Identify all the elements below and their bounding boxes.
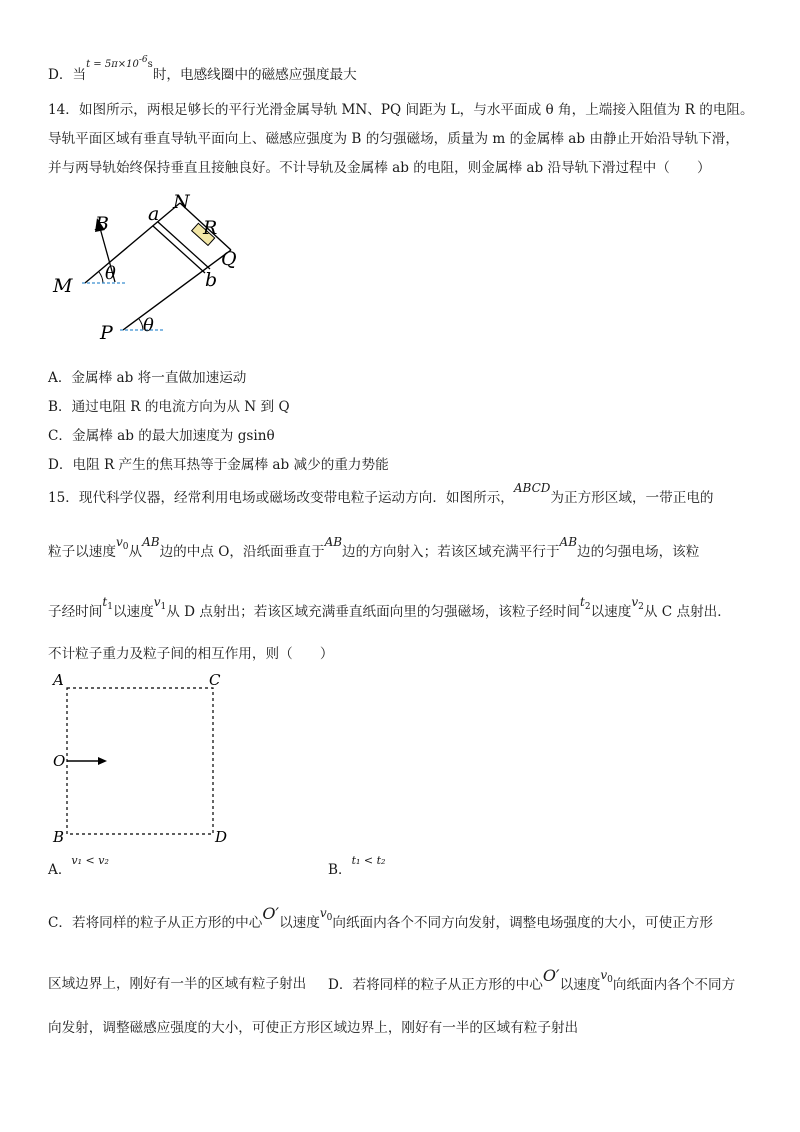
- q14-option-b: B．通过电阻 R 的电流方向为从 N 到 Q: [48, 399, 290, 415]
- label-d: D: [215, 828, 228, 846]
- q14-option-d: D．电阻 R 产生的焦耳热等于金属棒 ab 减少的重力势能: [48, 457, 389, 473]
- q14-rail-figure: [45, 188, 265, 348]
- q15-option-b: B．t₁ < t₂: [328, 854, 386, 878]
- label-theta-p: θ: [143, 315, 154, 336]
- q15-option-d-line2: 向发射，调整磁感应强度的大小，可使正方形区域边界上，刚好有一半的区域有粒子射出: [48, 1020, 579, 1036]
- label-o: O: [53, 752, 66, 770]
- label-r: R: [203, 217, 218, 239]
- q14-option-a: A．金属棒 ab 将一直做加速运动: [48, 370, 247, 386]
- q15-stem-line3: 子经时间$t_1$以速度$v_1$从 D 点射出；若该区域充满垂直纸面向里的匀强磁场，该粒子经时间$t_2$以速度$v_2$从 C 点射出．: [48, 595, 731, 620]
- label-b: B: [53, 828, 65, 846]
- q15-stem-line4: 不计粒子重力及粒子间的相互作用，则（ ）: [48, 646, 334, 662]
- theta-arc-m: [99, 272, 103, 283]
- q15-stem-line1: 15．现代科学仪器，经常利用电场或磁场改变带电粒子运动方向．如图所示，ABCD为正方形区域，一带正电的: [48, 481, 714, 506]
- label-theta-m: θ: [105, 263, 116, 284]
- q14-stem-line2: 导轨平面区域有垂直导轨平面向上、磁感应强度为 B 的匀强磁场，质量为 m 的金属棒 ab 由静止开始沿导轨下滑，: [48, 131, 739, 147]
- q14-option-c: C．金属棒 ab 的最大加速度为 gsinθ: [48, 428, 275, 444]
- label-n: N: [173, 191, 190, 213]
- q14-stem-line3: 并与两导轨始终保持垂直且接触良好。不计导轨及金属棒 ab 的电阻，则金属棒 ab 沿导轨下滑过程中（ ）: [48, 160, 711, 176]
- label-q: Q: [221, 248, 237, 270]
- q15-option-c-line1: C．若将同样的粒子从正方形的中心O′以速度$v_0$向纸面内各个不同方向发射，调整电场强度的大小，可使正方形: [48, 904, 713, 931]
- q15-option-d-line1: D．若将同样的粒子从正方形的中心O′以速度$v_0$向纸面内各个不同方: [328, 966, 736, 993]
- q15-option-c-line2: 区域边界上，刚好有一半的区域有粒子射出: [48, 976, 307, 992]
- label-p: P: [100, 322, 113, 344]
- q15-option-a: A．v₁ < v₂: [48, 854, 109, 878]
- q15-stem-line2: 粒子以速度$v_0$从AB边的中点 O，沿纸面垂直于AB边的方向射入；若该区域充满平行于AB边的匀强电场，该粒: [48, 535, 700, 560]
- label-a: a: [148, 203, 160, 225]
- label-a: A: [53, 671, 64, 689]
- q13-option-d: D．当t = 5π×10-6s时，电感线圈中的磁感应强度最大: [48, 62, 357, 87]
- label-m: M: [53, 275, 73, 297]
- q14-stem-line1: 14．如图所示，两根足够长的平行光滑金属导轨 MN、PQ 间距为 L，与水平面成 θ 角，上端接入阻值为 R 的电阻。: [48, 102, 754, 118]
- q13-formula: t = 5π×10-6s: [86, 55, 153, 70]
- velocity-arrow-head: [98, 757, 107, 765]
- label-b-end: b: [205, 269, 218, 291]
- label-b-field: B: [95, 213, 109, 235]
- q15-square-figure: [45, 670, 245, 846]
- label-c: C: [209, 671, 221, 689]
